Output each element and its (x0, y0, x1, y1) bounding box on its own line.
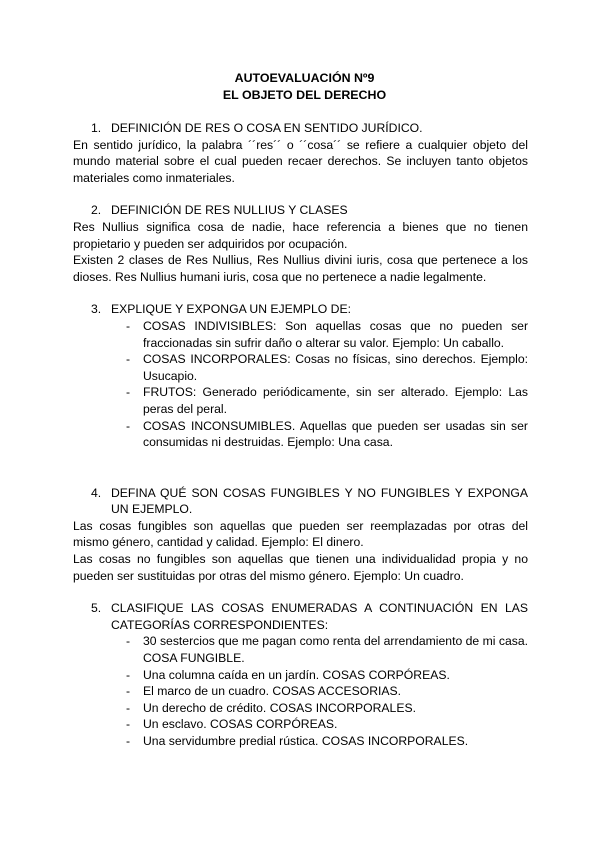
section-number: 4. (91, 485, 102, 500)
list-item (126, 716, 528, 733)
title-block (81, 70, 528, 103)
section-4 (73, 485, 528, 585)
list-item-text: Un esclavo. COSAS CORPÓREAS. (143, 717, 338, 732)
bullet-dash: - (126, 684, 131, 699)
list-item-text: COSAS INDIVISIBLES: Son aquellas cosas que no pueden ser fraccionadas sin sufrir daño o alterar su valor. Ejemplo: Un caballo. (143, 318, 528, 350)
section-heading-text: DEFINA QUÉ SON COSAS FUNGIBLES Y NO FUNGIBLES Y EXPONGA UN EJEMPLO. (111, 485, 528, 517)
list-item-text: Una columna caída en un jardín. COSAS CORPÓREAS. (143, 667, 450, 682)
bullet-dash: - (126, 418, 131, 433)
section-number: 5. (91, 601, 102, 616)
list-item-text: 30 sestercios que me pagan como renta del arrendamiento de mi casa. COSA FUNGIBLE. (143, 634, 528, 666)
section-3 (73, 301, 528, 450)
bullet-dash: - (126, 717, 131, 732)
section-heading (73, 202, 528, 219)
section-1 (73, 120, 528, 186)
list-item (126, 733, 528, 750)
paragraph: Las cosas fungibles son aquellas que pueden ser reemplazadas por otras del mismo género, cantidad y calidad. Ejemplo: El dinero. (73, 518, 528, 550)
bullet-dash: - (126, 734, 131, 748)
section-heading-text: CLASIFIQUE LAS COSAS ENUMERADAS A CONTINUACIÓN EN LAS CATEGORÍAS CORRESPONDIENTES: (111, 601, 528, 632)
list-item-text: Un derecho de crédito. COSAS INCORPORALES. (143, 700, 416, 715)
section-5 (73, 600, 528, 749)
section-2 (73, 202, 528, 285)
list-item (126, 384, 528, 417)
dash-list (73, 633, 528, 749)
list-item (126, 667, 528, 684)
list-item (126, 351, 528, 384)
paragraph: En sentido jurídico, la palabra ´´res´´ o ´´cosa´´ se refiere a cualquier objeto del mundo material sobre el cual pueden recaer derechos. Se incluyen tanto objetos materiales como inmateriales. (73, 137, 528, 185)
section-heading (73, 301, 528, 318)
paragraph: Res Nullius significa cosa de nadie, hace referencia a bienes que no tienen propietario y pueden ser adquiridos por ocupación. (73, 219, 528, 251)
list-item-text: COSAS INCONSUMIBLES. Aquellas que pueden ser usadas sin ser consumidas ni destruidas. Ejemplo: Una casa. (143, 418, 528, 450)
bullet-dash: - (126, 667, 131, 682)
section-number: 1. (91, 121, 102, 135)
paragraph: Las cosas no fungibles son aquellas que tienen una individualidad propia y no pueden ser sustituidas por otras del mismo género. Ejemplo: Un cuadro. (73, 552, 528, 583)
bullet-dash: - (126, 318, 131, 333)
list-item-text: El marco de un cuadro. COSAS ACCESORIAS. (143, 684, 402, 699)
list-item (126, 318, 528, 351)
section-number: 2. (91, 203, 102, 218)
bullet-dash: - (126, 385, 131, 400)
list-item (126, 683, 528, 700)
document-title: AUTOEVALUACIÓN Nº9 (234, 71, 375, 85)
paragraph: Existen 2 clases de Res Nullius, Res Nullius divini iuris, cosa que pertenece a los dioses. Res Nullius humani iuris, cosa que no pertenece a nadie legalmente. (73, 253, 528, 284)
dash-list (73, 318, 528, 451)
list-item (126, 633, 528, 666)
list-item-text: FRUTOS: Generado periódicamente, sin ser alterado. Ejemplo: Las peras del peral. (143, 385, 528, 416)
bullet-dash: - (126, 634, 131, 649)
section-heading-text: DEFINICIÓN DE RES NULLIUS Y CLASES (111, 203, 348, 218)
list-item (126, 418, 528, 451)
document-subtitle: EL OBJETO DEL DERECHO (222, 87, 387, 102)
section-heading-text: EXPLIQUE Y EXPONGA UN EJEMPLO DE: (111, 302, 351, 317)
section-heading (73, 600, 528, 633)
section-number: 3. (91, 302, 102, 317)
list-item-text: Una servidumbre predial rústica. COSAS INCORPORALES. (143, 734, 469, 748)
section-heading-text: DEFINICIÓN DE RES O COSA EN SENTIDO JURÍDICO. (111, 121, 423, 135)
bullet-dash: - (126, 700, 131, 715)
bullet-dash: - (126, 352, 131, 367)
section-heading (73, 120, 528, 137)
list-item-text: COSAS INCORPORALES: Cosas no físicas, sino derechos. Ejemplo: Usucapio. (143, 352, 528, 383)
list-item (126, 700, 528, 717)
section-heading (73, 485, 528, 518)
